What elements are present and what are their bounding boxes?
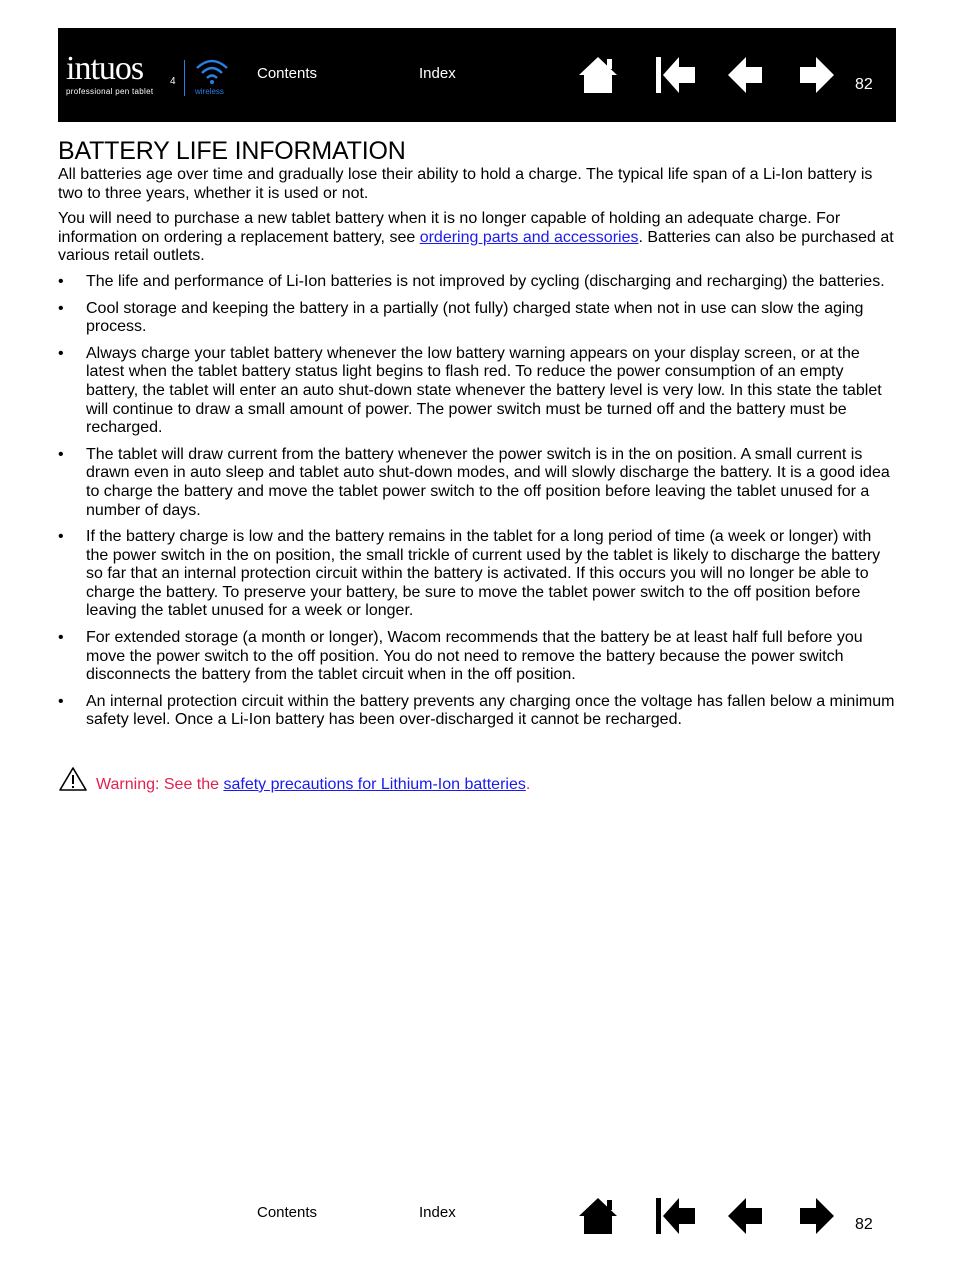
home-icon[interactable] <box>578 55 618 95</box>
previous-page-icon[interactable] <box>726 55 766 95</box>
list-item-text: Cool storage and keeping the battery in a partially (not fully) charged state when not in use can slow the aging process. <box>86 299 864 336</box>
list-item-text: An internal protection circuit within the battery prevents any charging once the voltage has fallen below a minimum safety level. Once a Li-Ion battery has been over-discharged it cannot be recharged. <box>86 692 895 729</box>
footer-bar <box>58 1190 896 1240</box>
list-item <box>58 528 896 621</box>
list-item-text: For extended storage (a month or longer), Wacom recommends that the battery be at least half full before you move the power switch to the off position. You do not need to remove the battery because the power switch disconnects the battery from the tablet circuit when in the off position. <box>86 629 863 684</box>
bullet: • <box>58 299 64 317</box>
warning-text <box>96 776 530 794</box>
list-item <box>58 273 896 292</box>
list-item <box>58 345 896 438</box>
warning-prefix: Warning: See the <box>96 776 224 793</box>
first-page-icon[interactable] <box>655 1196 695 1236</box>
bullet: • <box>58 528 64 546</box>
page-title: BATTERY LIFE INFORMATION <box>58 137 406 165</box>
logo-divider <box>184 60 185 96</box>
bullet: • <box>58 272 64 290</box>
logo-subtitle: professional pen tablet <box>66 87 154 96</box>
safety-precautions-link[interactable]: safety precautions for Lithium-Ion batteries <box>223 776 526 793</box>
purchase-paragraph <box>58 210 896 266</box>
warning-suffix: . <box>525 776 531 793</box>
next-page-icon[interactable] <box>796 1196 836 1236</box>
previous-page-icon[interactable] <box>726 1196 766 1236</box>
logo-wireless: wireless <box>195 87 224 96</box>
list-item <box>58 693 896 730</box>
list-item-text: Always charge your tablet battery whenever the low battery warning appears on your display screen, or at the latest when the tablet battery status light begins to flash red. To reduce the power consumption of an empty battery, the tablet will enter an auto shut-down state whenever the battery level is very low. In this state the tablet will continue to draw a small amount of power. The power switch must be turned off and the battery must be recharged. <box>86 344 882 437</box>
header-bar <box>58 28 896 122</box>
intro-paragraph: All batteries age over time and gradually lose their ability to hold a charge. The typical life span of a Li-Ion battery is two to three years, whether it is used or not. <box>58 166 873 202</box>
page-number: 82 <box>855 1216 873 1233</box>
next-page-icon[interactable] <box>796 55 836 95</box>
bullet: • <box>58 629 64 647</box>
ordering-parts-link[interactable]: ordering parts and accessories <box>419 228 639 246</box>
intuos-logo: intuos <box>66 50 144 87</box>
bullet: • <box>58 692 64 710</box>
bullet: • <box>58 344 64 362</box>
list-item-text: If the battery charge is low and the battery remains in the tablet for a long period of time (a week or longer) with the power switch in the on position, the small trickle of current used by the tablet is likely to discharge the battery so far that an internal protection circuit within the battery is activated. If this occurs you will no longer be able to charge the battery. To preserve your battery, be sure to move the tablet power switch to the off position before leaving the tablet unused for a week or longer. <box>86 528 881 620</box>
purchase-text-before: You will need to purchase a new tablet battery when it is no longer capable of holding an adequate charge. For information on ordering a replacement battery, see <box>58 210 841 246</box>
home-icon[interactable] <box>578 1196 618 1236</box>
index-link[interactable]: Index <box>419 1204 456 1221</box>
contents-link[interactable]: Contents <box>257 65 318 82</box>
main-content <box>58 166 896 738</box>
contents-link[interactable]: Contents <box>257 1204 318 1221</box>
logo-superscript: 4 <box>170 76 176 87</box>
warning-icon <box>58 766 88 792</box>
list-item-text: The tablet will draw current from the battery whenever the power switch is in the on position. A small current is drawn even in auto sleep and tablet auto shut-down modes, and will slowly discharge the battery. It is a good idea to charge the battery and move the tablet power switch to the off position before leaving the tablet unused for a number of days. <box>86 445 890 519</box>
list-item <box>58 446 896 520</box>
index-link[interactable]: Index <box>419 65 456 82</box>
battery-tips-list <box>58 273 896 730</box>
list-item <box>58 629 896 685</box>
page-number: 82 <box>855 76 873 93</box>
first-page-icon[interactable] <box>655 55 695 95</box>
list-item <box>58 300 896 337</box>
purchase-text-after: . Batteries can also be purchased at various retail outlets. <box>58 228 894 265</box>
bullet: • <box>58 445 64 463</box>
wireless-icon <box>194 56 230 86</box>
list-item-text: The life and performance of Li-Ion batteries is not improved by cycling (discharging and recharging) the batteries. <box>86 272 885 290</box>
